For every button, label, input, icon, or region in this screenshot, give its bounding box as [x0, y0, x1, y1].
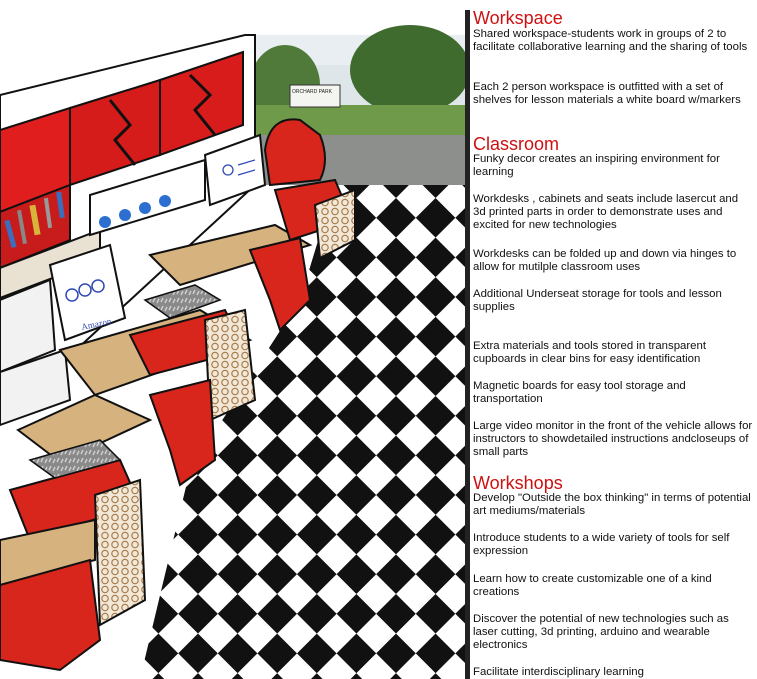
classroom-item-1: Funky decor creates an inspiring environment for learning: [473, 153, 720, 178]
classroom-item-7: Large video monitor in the front of the vehicle allows for instructors to showdetailed instructions andcloseups of small parts: [473, 420, 753, 458]
workshops-item-4: Discover the potential of new technologies such as laser cutting, 3d printing, arduino and wearable electronics: [473, 613, 729, 651]
heading-workshops: Workshops: [473, 473, 563, 493]
classroom-item-3: Workdesks can be folded up and down via hinges to allow for mutilple classroom uses: [473, 248, 737, 273]
workshops-item-2: Introduce students to a wide variety of tools for self expression: [473, 532, 730, 557]
classroom-item-4: Additional Underseat storage for tools and lesson supplies: [473, 288, 722, 313]
description-panel: [473, 8, 755, 678]
classroom-item-2: Workdesks , cabinets and seats include lasercut and 3d printed parts in order to demonstrate uses and excited for new technologies: [473, 193, 739, 231]
heading-classroom: Classroom: [473, 134, 560, 154]
workshops-item-1: Develop "Outside the box thinking" in terms of potential art mediums/materials: [473, 492, 751, 517]
heading-workspace: Workspace: [473, 8, 563, 28]
workshops-item-3: Learn how to create customizable one of a kind creations: [473, 573, 712, 598]
classroom-item-5: Extra materials and tools stored in transparent cupboards in clear bins for easy identification: [473, 340, 706, 365]
classroom-item-6: Magnetic boards for easy tool storage and transportation: [473, 380, 686, 405]
desk-row-3: [0, 440, 145, 670]
workspace-item-2: Each 2 person workspace is outfitted with a set of shelves for lesson materials a white board w/markers: [473, 81, 741, 106]
whiteboard-scribble: Amazon: [80, 315, 113, 332]
workshops-item-5: Facilitate interdisciplinary learning: [473, 666, 644, 678]
sign-text: ORCHARD PARK: [292, 89, 332, 95]
workspace-item-1: Shared workspace-students work in groups of 2 to facilitate collaborative learning and the sharing of tools: [473, 28, 748, 53]
